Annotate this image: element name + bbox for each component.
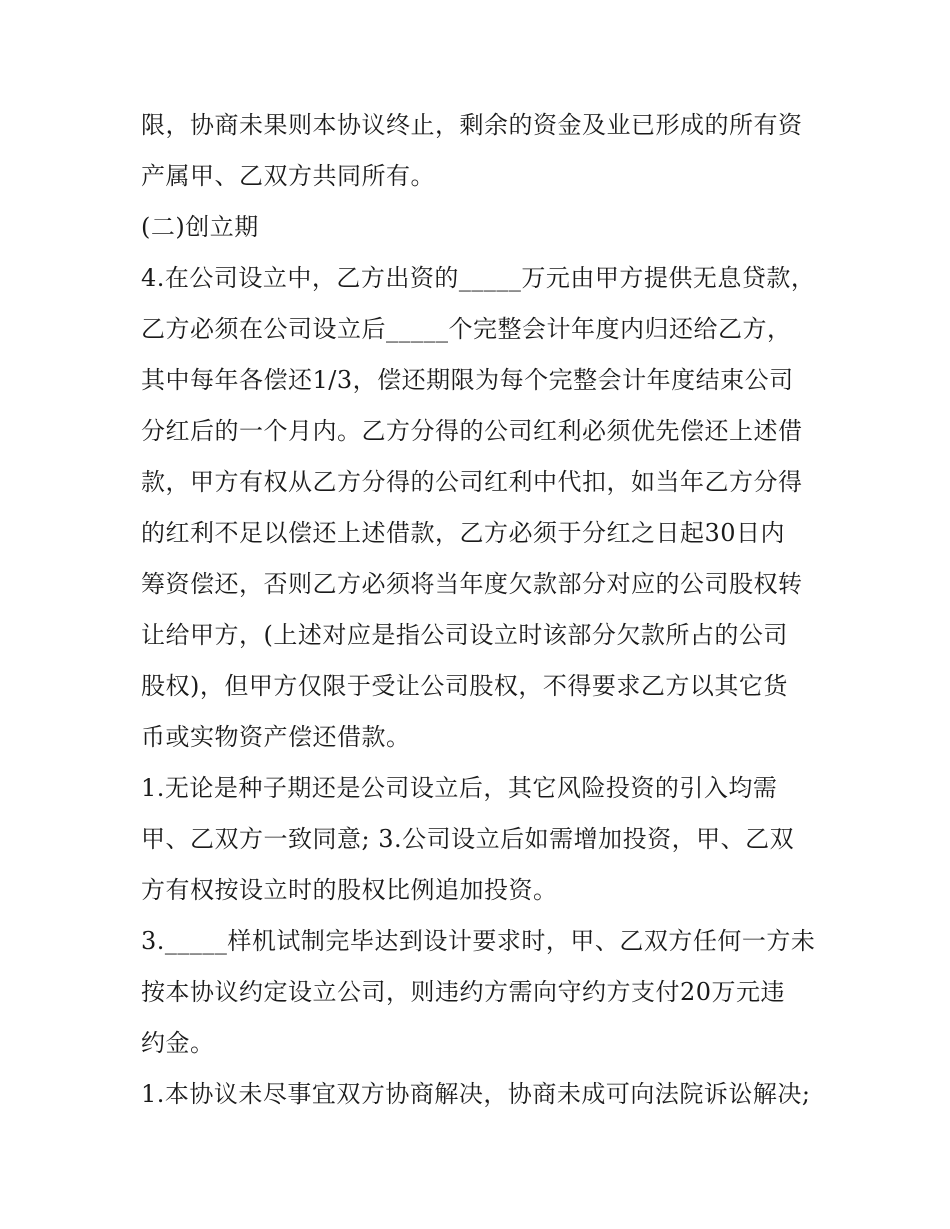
text-line: 约金。	[141, 1029, 215, 1057]
text-line: 3._____样机试制完毕达到设计要求时，甲、乙双方任何一方未	[141, 927, 816, 955]
section-heading: (二)创立期	[141, 213, 259, 241]
document-body	[141, 100, 821, 1120]
text-line: 方有权按设立时的股权比例追加投资。	[141, 876, 558, 904]
text-line: 款，甲方有权从乙方分得的公司红利中代扣，如当年乙方分得	[141, 468, 803, 496]
text-line: 按本协议约定设立公司，则违约方需向守约方支付20万元违	[141, 978, 786, 1006]
text-line: 让给甲方，(上述对应是指公司设立时该部分欠款所占的公司	[141, 621, 788, 649]
text-line: 其中每年各偿还1/3，偿还期限为每个完整会计年度结束公司	[141, 366, 794, 394]
text-line: 甲、乙双方一致同意; 3.公司设立后如需增加投资，甲、乙双	[141, 825, 795, 853]
text-line: 乙方必须在公司设立后_____个完整会计年度内归还给乙方，	[141, 315, 792, 343]
text-line: 分红后的一个月内。乙方分得的公司红利必须优先偿还上述借	[141, 417, 803, 445]
text-line: 1.本协议未尽事宜双方协商解决，协商未成可向法院诉讼解决;	[141, 1080, 811, 1108]
text-line: 币或实物资产偿还借款。	[141, 723, 411, 751]
text-line: 4.在公司设立中，乙方出资的_____万元由甲方提供无息贷款，	[141, 264, 816, 292]
text-line: 的红利不足以偿还上述借款，乙方必须于分红之日起30日内	[141, 519, 786, 547]
text-line: 1.无论是种子期还是公司设立后，其它风险投资的引入均需	[141, 774, 778, 802]
text-line: 限，协商未果则本协议终止，剩余的资金及业已形成的所有资	[141, 111, 803, 139]
text-line: 产属甲、乙双方共同所有。	[141, 162, 435, 190]
text-line: 股权)，但甲方仅限于受让公司股权，不得要求乙方以其它货	[141, 672, 788, 700]
text-line: 筹资偿还，否则乙方必须将当年度欠款部分对应的公司股权转	[141, 570, 803, 598]
